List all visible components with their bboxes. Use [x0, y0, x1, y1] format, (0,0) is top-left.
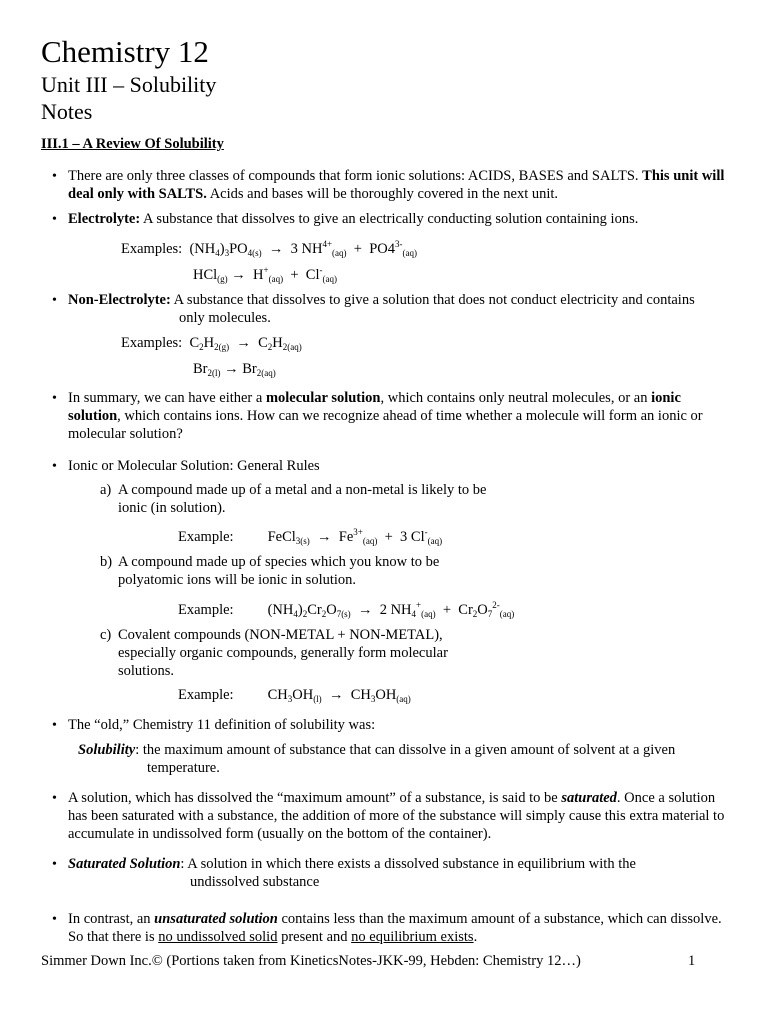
bullet-saturated-solution: Saturated Solution: A solution in which there exists a dissolved substance in equilibrium with the — [68, 856, 636, 872]
rule-c-text: Covalent compounds (NON-METAL + NON-METAL), especially organic compounds, generally form molecular solutions. — [118, 627, 448, 679]
bullet-marker: • — [52, 391, 57, 406]
electrolyte-example-2: $HCl_{(g)} \to H^+_{(aq)} + Cl^-_{(aq)}$ — [193, 265, 337, 284]
bullet-marker: • — [52, 293, 57, 308]
solubility-definition: Solubility: the maximum amount of substance that can dissolve in a given amount of solvent at a given — [78, 742, 676, 758]
page-number: 1 — [688, 953, 696, 969]
bullet-salts: There are only three classes of compounds that form ionic solutions: ACIDS, BASES and SALTS. This unit will deal only with SALTS. Acids and bases will be thoroughly covered in the next unit. — [68, 168, 725, 202]
section-heading: III.1 – A Review Of Solubility — [41, 136, 224, 152]
rule-c-label: c) — [100, 627, 112, 643]
bullet-general-rules: Ionic or Molecular Solution: General Rules — [68, 458, 320, 474]
rule-c-example: Example: $CH_3OH_{(l)} \to CH_3OH_{(aq)}$ — [178, 687, 411, 704]
rule-b-label: b) — [100, 554, 113, 570]
rule-a-text: A compound made up of a metal and a non-metal is likely to be ionic (in solution). — [118, 482, 487, 516]
bullet-marker: • — [52, 169, 57, 184]
unit-title: Unit III – Solubility — [41, 72, 217, 97]
page-title: Chemistry 12 — [41, 34, 209, 69]
rule-b-example: Example: $(NH_4)_2Cr_2O_{7(s)} \to 2$ $NH_4^+_{(aq)} + Cr_2O_7^{2-}_{(aq)}$ — [178, 600, 515, 619]
notes-title: Notes — [41, 99, 93, 124]
bullet-marker: • — [52, 212, 57, 227]
bullet-marker: • — [52, 791, 57, 806]
bullet-saturated: A solution, which has dissolved the “maximum amount” of a substance, is said to be saturated. Once a solution has been saturated with a substance, the addition of more of the substance will simply cause this extra material to accumulate in undissolved form (usually on the bottom of the container). — [68, 790, 725, 842]
rule-a-example: Example: FeCl$_{3(s)}$ → $Fe^{3+}_{(aq)} + 3$ $Cl^-_{(aq)}$ — [178, 527, 443, 546]
solubility-definition-line2: temperature. — [147, 760, 220, 776]
bullet-electrolyte: Electrolyte: A substance that dissolves to give an electrically conducting solution containing ions. — [68, 211, 639, 227]
non-electrolyte-example-1: Examples: $C_2H_{2(g)} \to C_2H_{2(aq)}$ — [121, 335, 302, 352]
non-electrolyte-line2: only molecules. — [179, 310, 271, 326]
bullet-marker: • — [52, 912, 57, 927]
rule-b-text: A compound made up of species which you know to be polyatomic ions will be ionic in solution. — [118, 554, 440, 588]
bullet-unsaturated: In contrast, an unsaturated solution contains less than the maximum amount of a substance, which can dissolve. So that there is no undissolved solid present and no equilibrium exists. — [68, 911, 722, 945]
bullet-non-electrolyte: Non-Electrolyte: A substance that dissolves to give a solution that does not conduct electricity and contains — [68, 292, 695, 308]
bullet-old-definition: The “old,” Chemistry 11 definition of solubility was: — [68, 717, 376, 733]
bullet-marker: • — [52, 718, 57, 733]
bullet-marker: • — [52, 459, 57, 474]
electrolyte-example-1: Examples: $(NH_4)_3PO_{4(s)} \to 3$ $NH^{4+}_{(aq)} + PO4^{3-}_{(aq)}$ — [121, 239, 418, 258]
bullet-marker: • — [52, 857, 57, 872]
saturated-solution-line2: undissolved substance — [190, 874, 320, 890]
non-electrolyte-example-2: $Br_{2(l)} \to Br_{2(aq)}$ — [193, 361, 276, 378]
rule-a-label: a) — [100, 482, 112, 498]
bullet-summary: In summary, we can have either a molecular solution, which contains only neutral molecules, or an ionic solution, which contains ions. How can we recognize ahead of time whether a molecule will form an ionic or molecular solution? — [68, 390, 703, 442]
footer-text: Simmer Down Inc.© (Portions taken from KineticsNotes-JKK-99, Hebden: Chemistry 12…) — [41, 953, 581, 969]
